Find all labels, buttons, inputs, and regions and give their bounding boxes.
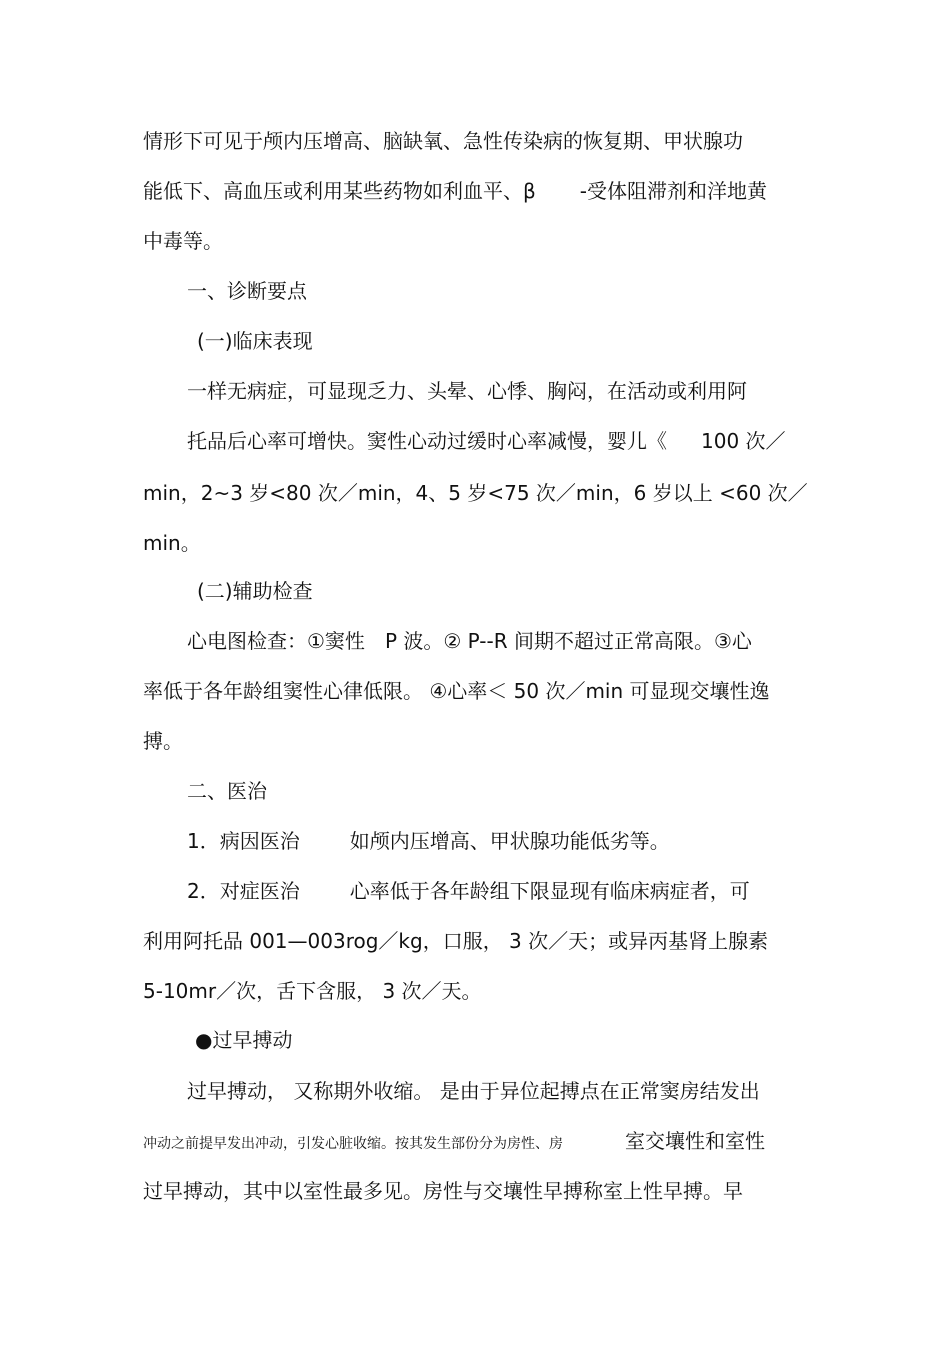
text: 托品后心率可增快。窦性心动过缓时心率减慢，婴儿《	[187, 429, 667, 453]
text: 2．对症医治	[187, 879, 300, 903]
text: (一)临床表现	[197, 329, 313, 353]
text: 室交壤性和室性	[625, 1129, 765, 1153]
paragraph-line	[187, 1076, 867, 1106]
text: -受体阻滞剂和洋地黄	[579, 179, 767, 203]
text: 搏。	[143, 729, 183, 753]
text: 100 次／	[701, 429, 786, 453]
paragraph-line	[143, 528, 823, 558]
paragraph-line	[143, 1126, 823, 1159]
text: 中毒等。	[143, 229, 223, 253]
paragraph-line	[187, 826, 867, 856]
text: 一、诊断要点	[187, 279, 307, 303]
paragraph-line	[187, 626, 867, 656]
subsection-heading	[197, 576, 877, 606]
paragraph-line	[143, 1176, 823, 1206]
text: (二)辅助检查	[197, 579, 313, 603]
text: 冲动之前提早发出冲动，引发心脏收缩。按其发生部份分为房性、房	[143, 1136, 563, 1152]
text: min，2~3 岁<80 次／min，4、5 岁<75 次／min，6 岁以上 <60 次／	[143, 481, 808, 505]
text: 如颅内压增高、甲状腺功能低劣等。	[349, 829, 670, 853]
paragraph-line	[143, 176, 823, 206]
section-heading	[187, 276, 867, 306]
section-heading	[187, 776, 867, 806]
paragraph-line	[143, 126, 823, 156]
paragraph-line	[187, 376, 867, 406]
paragraph-line	[143, 226, 823, 256]
paragraph-line	[143, 676, 823, 706]
paragraph-line	[143, 726, 823, 756]
paragraph-line	[187, 426, 867, 456]
paragraph-line	[143, 976, 823, 1006]
text: 1．病因医治	[187, 829, 300, 853]
paragraph-line	[143, 926, 823, 956]
text: 5-10mr／次，舌下含服， 3 次／天。	[143, 979, 482, 1003]
text: 一样无病症，可显现乏力、头晕、心悸、胸闷，在活动或利用阿	[187, 379, 747, 403]
text: min。	[143, 531, 201, 555]
subsection-heading	[197, 326, 877, 356]
paragraph-line	[187, 876, 867, 906]
paragraph-line	[143, 478, 823, 508]
text: 过早搏动， 又称期外收缩。 是由于异位起搏点在正常窦房结发出	[187, 1079, 760, 1103]
text: 二、医治	[187, 779, 267, 803]
text: ●过早搏动	[195, 1028, 293, 1052]
text: 率低于各年龄组窦性心律低限。 ④心率＜ 50 次／min 可显现交壤性逸	[143, 679, 770, 703]
bullet-heading	[195, 1025, 875, 1055]
text: 能低下、高血压或利用某些药物如利血平、β	[143, 179, 536, 203]
text: P 波。② P--R 间期不超过正常高限。③心	[384, 629, 752, 653]
text: 利用阿托品 001—003rog／kg，口服， 3 次／天；或异丙基肾上腺素	[143, 929, 769, 953]
text: 情形下可见于颅内压增高、脑缺氧、急性传染病的恢复期、甲状腺功	[143, 129, 743, 153]
text: 心率低于各年龄组下限显现有临床病症者，可	[349, 879, 750, 903]
text: 心电图检查：①窦性	[187, 629, 365, 653]
text: 过早搏动，其中以室性最多见。房性与交壤性早搏称室上性早搏。早	[143, 1179, 743, 1203]
